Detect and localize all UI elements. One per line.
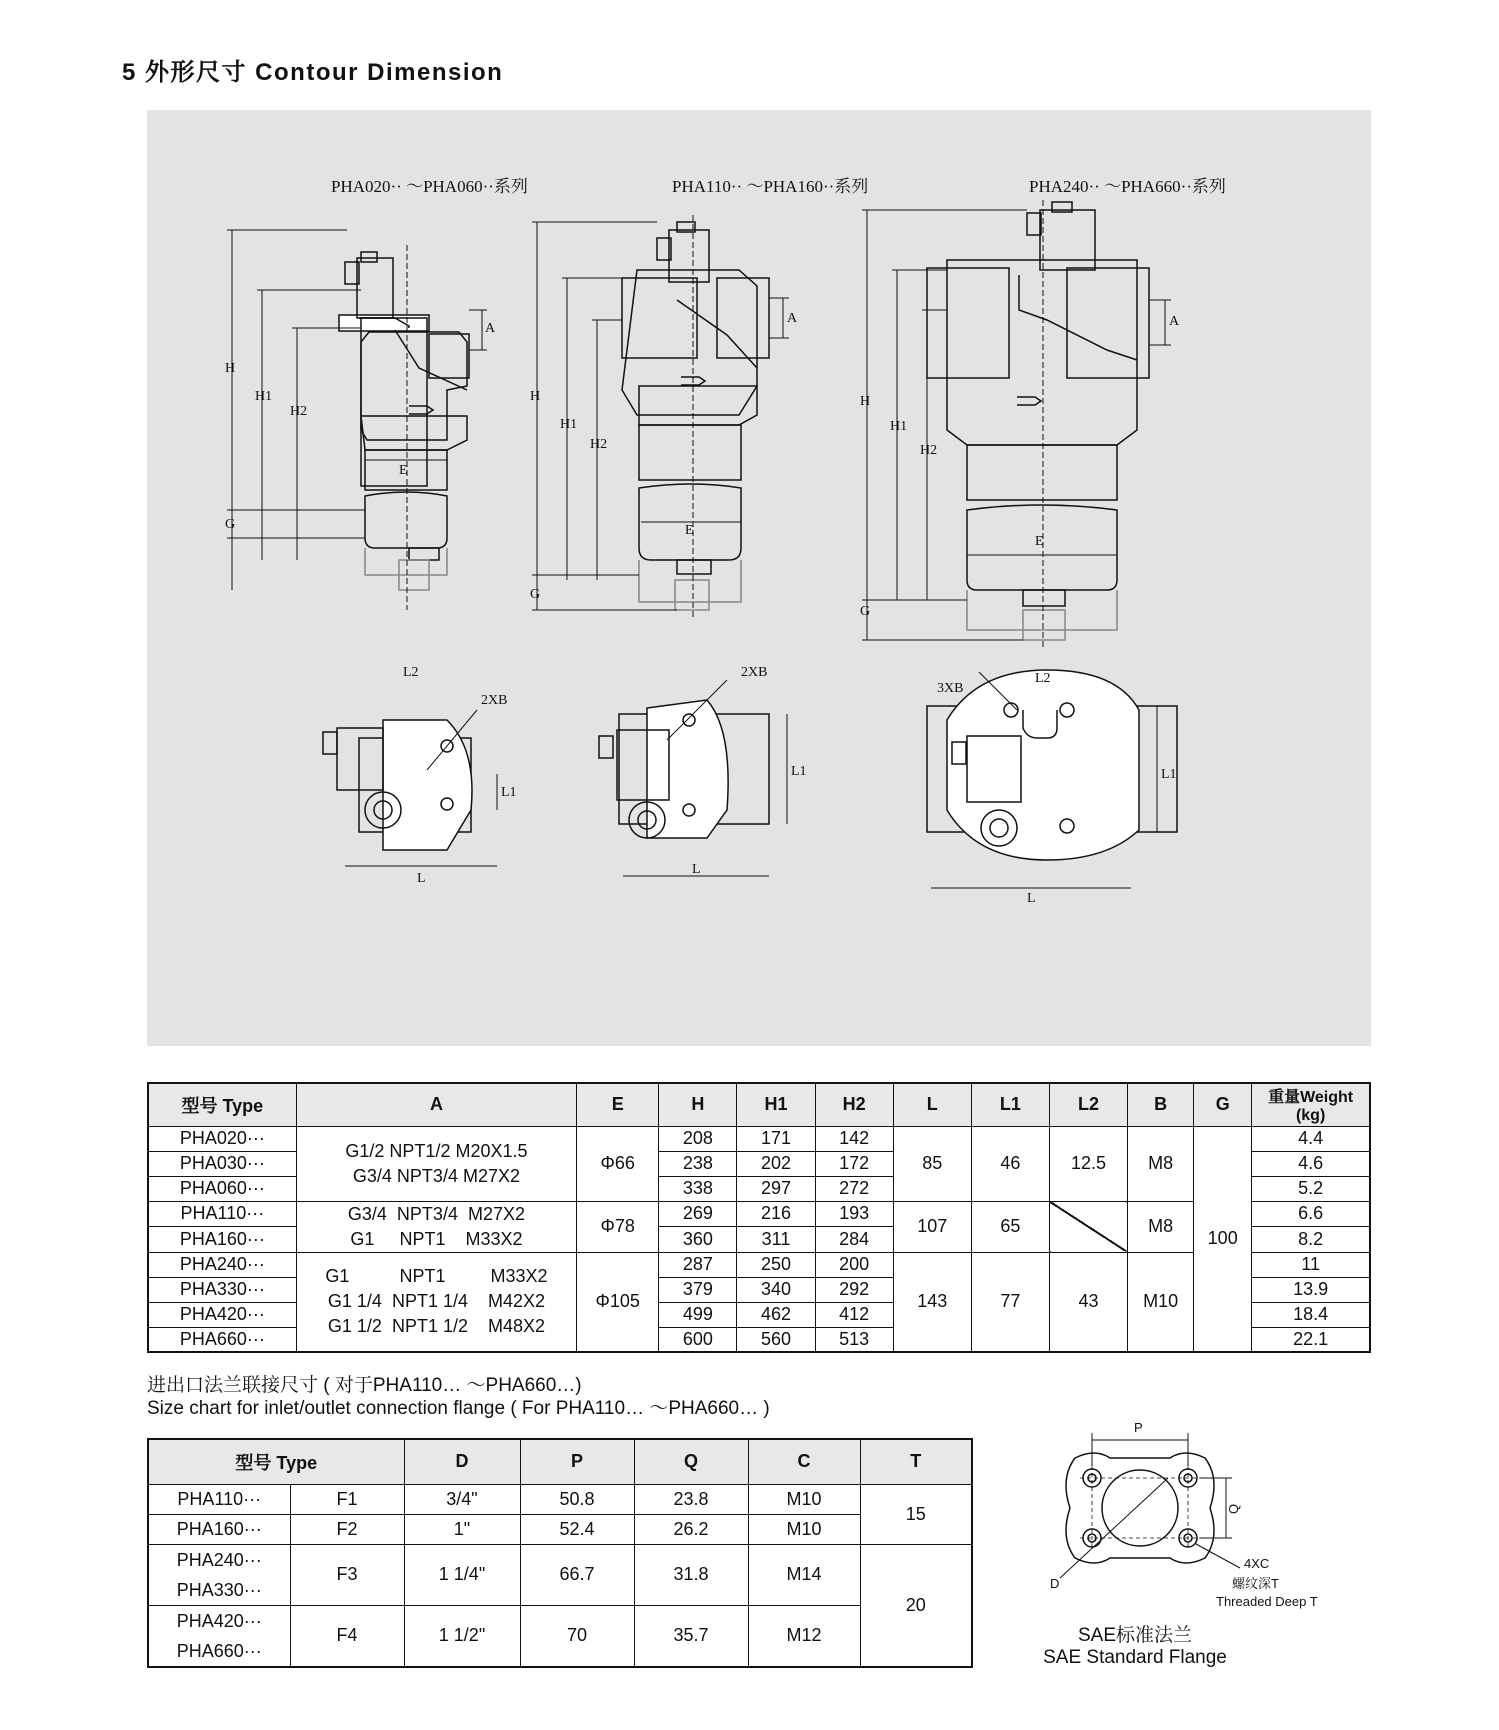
h-cell: 208 [659, 1126, 737, 1151]
h2-cell: 272 [815, 1176, 893, 1201]
c-cell: M12 [748, 1605, 860, 1667]
h-cell: 360 [659, 1227, 737, 1253]
type-line: PHA420··· [176, 1610, 262, 1631]
code-cell: F3 [290, 1544, 404, 1605]
table-row [148, 1126, 1370, 1151]
h2-cell: 513 [815, 1327, 893, 1352]
svg-text:E: E [399, 463, 408, 478]
table-row [148, 1484, 972, 1514]
col-header-weight: 重量Weight (kg) [1252, 1083, 1370, 1126]
svg-text:E: E [1035, 534, 1044, 549]
c-cell: M14 [748, 1544, 860, 1605]
h-cell: 338 [659, 1176, 737, 1201]
flange-title-cn: SAE标准法兰 [1077, 1625, 1193, 1646]
type-cell: PHA110··· [148, 1201, 296, 1227]
svg-text:L1: L1 [1161, 767, 1177, 782]
filter-3-front-view [862, 200, 1171, 650]
h1-cell: 250 [737, 1252, 815, 1277]
svg-text:G: G [225, 517, 236, 532]
q-cell: 23.8 [634, 1484, 748, 1514]
type-cell: PHA330··· [148, 1277, 296, 1302]
h1-cell: 462 [737, 1302, 815, 1327]
p-cell: 52.4 [520, 1514, 634, 1544]
code-cell: F4 [290, 1605, 404, 1667]
p-cell: 50.8 [520, 1484, 634, 1514]
type-cell: PHA160··· [148, 1514, 290, 1544]
svg-text:2XB: 2XB [481, 693, 508, 708]
svg-text:H1: H1 [890, 419, 908, 434]
h-cell: 600 [659, 1327, 737, 1352]
svg-text:A: A [1169, 314, 1180, 329]
series-label-3: PHA240·· ～PHA660··系列 [1029, 177, 1226, 196]
filter-1-front-view [227, 230, 487, 610]
flange-caption-en: Size chart for inlet/outlet connection flange ( For PHA110… ～PHA660… ) [147, 1398, 770, 1419]
table-row [148, 1514, 972, 1544]
svg-text:H: H [860, 394, 871, 409]
table-row [148, 1252, 1370, 1277]
flange-thread-en: Threaded Deep T [1216, 1594, 1318, 1609]
col-header-q: Q [634, 1439, 748, 1484]
l2-empty-cell [1049, 1201, 1127, 1252]
flange-thread-cn: 螺纹深T [1232, 1576, 1279, 1591]
flange-title-en: SAE Standard Flange [1043, 1647, 1227, 1668]
flange-dim-xc: 4XC [1244, 1556, 1270, 1571]
h1-cell: 216 [737, 1201, 815, 1227]
weight-cell: 4.6 [1252, 1151, 1370, 1176]
e-cell: Φ66 [577, 1126, 659, 1201]
h2-cell: 172 [815, 1151, 893, 1176]
series-label-1: PHA020·· ～PHA060··系列 [331, 177, 528, 196]
col-header-g: G [1194, 1083, 1252, 1126]
flange-caption-cn: 进出口法兰联接尺寸 ( 对于PHA110… ～PHA660…) [147, 1375, 582, 1396]
type-line: PHA330··· [176, 1579, 262, 1600]
svg-text:L1: L1 [501, 785, 517, 800]
e-cell: Φ105 [577, 1252, 659, 1352]
col-header-h: H [659, 1083, 737, 1126]
flange-table [147, 1438, 973, 1668]
svg-text:L: L [1027, 891, 1036, 906]
section-heading: 5 外形尺寸 Contour Dimension [122, 59, 504, 86]
t-cell: 20 [860, 1544, 972, 1667]
svg-text:A: A [787, 311, 798, 326]
h1-cell: 297 [737, 1176, 815, 1201]
table-row [148, 1544, 972, 1605]
svg-text:H1: H1 [560, 417, 578, 432]
type-cell [148, 1544, 290, 1605]
weight-cell: 11 [1252, 1252, 1370, 1277]
table-row [148, 1605, 972, 1667]
t-cell: 15 [860, 1484, 972, 1544]
flange-dim-p: P [1134, 1420, 1143, 1435]
h2-cell: 292 [815, 1277, 893, 1302]
col-header-a: A [296, 1083, 576, 1126]
type-cell: PHA110··· [148, 1484, 290, 1514]
type-cell [148, 1605, 290, 1667]
svg-text:H2: H2 [290, 404, 308, 419]
l2-cell: 43 [1049, 1252, 1127, 1352]
h1-cell: 311 [737, 1227, 815, 1253]
d-cell: 1 1/2" [404, 1605, 520, 1667]
filter-1-top-view [323, 710, 497, 866]
h2-cell: 193 [815, 1201, 893, 1227]
g-cell: 100 [1194, 1126, 1252, 1352]
svg-text:H: H [225, 361, 236, 376]
col-header-t: T [860, 1439, 972, 1484]
code-cell: F2 [290, 1514, 404, 1544]
filter-3-top-view [927, 670, 1177, 888]
svg-text:L: L [417, 871, 426, 886]
weight-cell: 13.9 [1252, 1277, 1370, 1302]
col-header-type: 型号 Type [148, 1083, 296, 1126]
svg-text:G: G [860, 604, 871, 619]
type-cell: PHA660··· [148, 1327, 296, 1352]
type-cell: PHA240··· [148, 1252, 296, 1277]
col-header-type: 型号 Type [148, 1439, 404, 1484]
col-header-l: L [893, 1083, 971, 1126]
svg-text:H2: H2 [590, 437, 608, 452]
thread-a-cell: G3/4 NPT3/4 M27X2 G1 NPT1 M33X2 [296, 1201, 576, 1252]
type-cell: PHA160··· [148, 1227, 296, 1253]
h-cell: 287 [659, 1252, 737, 1277]
svg-text:L: L [692, 862, 701, 877]
svg-text:3XB: 3XB [937, 681, 964, 696]
weight-cell: 4.4 [1252, 1126, 1370, 1151]
contour-drawing-panel [147, 110, 1371, 1046]
d-cell: 3/4" [404, 1484, 520, 1514]
l1-cell: 65 [971, 1201, 1049, 1252]
h2-cell: 200 [815, 1252, 893, 1277]
col-header-l2: L2 [1049, 1083, 1127, 1126]
svg-text:L1: L1 [791, 764, 807, 779]
svg-text:H1: H1 [255, 389, 273, 404]
d-cell: 1" [404, 1514, 520, 1544]
b-cell: M10 [1128, 1252, 1194, 1352]
h2-cell: 284 [815, 1227, 893, 1253]
type-cell: PHA420··· [148, 1302, 296, 1327]
svg-text:H2: H2 [920, 443, 938, 458]
l-cell: 107 [893, 1201, 971, 1252]
col-header-h2: H2 [815, 1083, 893, 1126]
dimension-table [147, 1082, 1371, 1353]
h2-cell: 412 [815, 1302, 893, 1327]
q-cell: 35.7 [634, 1605, 748, 1667]
svg-text:L2: L2 [1035, 671, 1051, 686]
h1-cell: 202 [737, 1151, 815, 1176]
svg-text:E: E [685, 523, 694, 538]
type-cell: PHA030··· [148, 1151, 296, 1176]
type-cell: PHA060··· [148, 1176, 296, 1201]
type-line: PHA240··· [176, 1549, 262, 1570]
e-cell: Φ78 [577, 1201, 659, 1252]
l2-cell: 12.5 [1049, 1126, 1127, 1201]
svg-text:2XB: 2XB [741, 665, 768, 680]
weight-cell: 22.1 [1252, 1327, 1370, 1352]
q-cell: 31.8 [634, 1544, 748, 1605]
flange-dim-d: D [1050, 1576, 1060, 1591]
weight-cell: 18.4 [1252, 1302, 1370, 1327]
col-header-l1: L1 [971, 1083, 1049, 1126]
sae-flange-drawing [1020, 1418, 1350, 1648]
b-cell: M8 [1128, 1126, 1194, 1201]
b-cell: M8 [1128, 1201, 1194, 1252]
code-cell: F1 [290, 1484, 404, 1514]
svg-text:A: A [485, 321, 496, 336]
col-header-c: C [748, 1439, 860, 1484]
thread-a-cell: G1/2 NPT1/2 M20X1.5 G3/4 NPT3/4 M27X2 [296, 1126, 576, 1201]
col-header-b: B [1128, 1083, 1194, 1126]
h2-cell: 142 [815, 1126, 893, 1151]
l-cell: 85 [893, 1126, 971, 1201]
d-cell: 1 1/4" [404, 1544, 520, 1605]
svg-text:L2: L2 [403, 665, 419, 680]
svg-text:G: G [530, 587, 541, 602]
c-cell: M10 [748, 1514, 860, 1544]
q-cell: 26.2 [634, 1514, 748, 1544]
filter-2-top-view [599, 680, 787, 876]
type-line: PHA660··· [176, 1640, 262, 1661]
h-cell: 269 [659, 1201, 737, 1227]
col-header-p: P [520, 1439, 634, 1484]
type-cell: PHA020··· [148, 1126, 296, 1151]
col-header-h1: H1 [737, 1083, 815, 1126]
l1-cell: 77 [971, 1252, 1049, 1352]
p-cell: 66.7 [520, 1544, 634, 1605]
h1-cell: 171 [737, 1126, 815, 1151]
h-cell: 379 [659, 1277, 737, 1302]
l-cell: 143 [893, 1252, 971, 1352]
weight-cell: 6.6 [1252, 1201, 1370, 1227]
weight-cell: 8.2 [1252, 1227, 1370, 1253]
flange-dim-q: Q [1226, 1503, 1241, 1514]
c-cell: M10 [748, 1484, 860, 1514]
col-header-d: D [404, 1439, 520, 1484]
h-cell: 238 [659, 1151, 737, 1176]
h1-cell: 340 [737, 1277, 815, 1302]
p-cell: 70 [520, 1605, 634, 1667]
h-cell: 499 [659, 1302, 737, 1327]
filter-drawings [147, 110, 1371, 1046]
table-row [148, 1201, 1370, 1227]
l1-cell: 46 [971, 1126, 1049, 1201]
thread-a-cell: G1 NPT1 M33X2 G1 1/4 NPT1 1/4 M42X2 G1 1/2 NPT1 1/2 M48X2 [296, 1252, 576, 1352]
svg-text:H: H [530, 389, 541, 404]
col-header-e: E [577, 1083, 659, 1126]
h1-cell: 560 [737, 1327, 815, 1352]
weight-cell: 5.2 [1252, 1176, 1370, 1201]
series-label-2: PHA110·· ～PHA160··系列 [672, 177, 869, 196]
